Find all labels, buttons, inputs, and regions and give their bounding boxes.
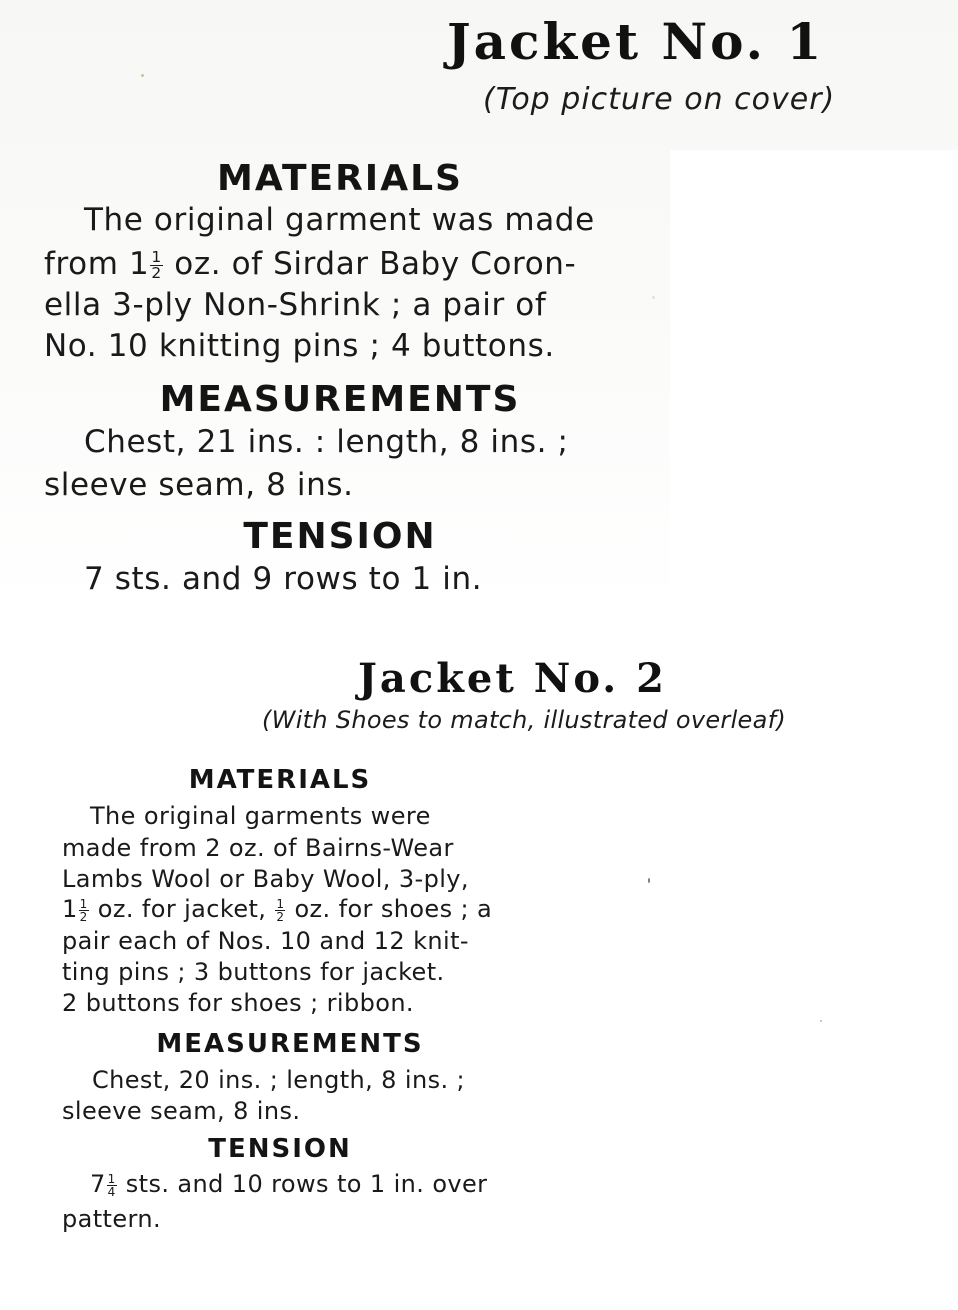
jacket2-tension-line [90, 1170, 487, 1198]
jacket1-materials-text: oz. of Sirdar Baby Coron- [163, 246, 577, 282]
jacket1-subtitle: (Top picture on cover) [483, 82, 836, 117]
fraction-half [275, 898, 285, 923]
fraction-numerator: 1 [107, 1171, 116, 1186]
jacket2-materials-line [62, 895, 492, 923]
jacket2-tension-heading: TENSION [208, 1134, 352, 1164]
paper-speck [141, 74, 144, 77]
fraction-denominator: 4 [107, 1184, 116, 1199]
fraction-denominator: 2 [151, 264, 162, 282]
jacket1-measurements-line: Chest, 21 ins. : length, 8 ins. ; [84, 424, 569, 460]
fraction-numerator: 1 [151, 247, 162, 266]
jacket1-materials-line: The original garment was made [84, 202, 595, 238]
jacket2-materials-text: oz. for jacket, [89, 895, 275, 923]
jacket2-materials-line: Lambs Wool or Baby Wool, 3-ply, [62, 865, 469, 893]
jacket2-materials-text: 1 [62, 895, 78, 923]
jacket2-materials-heading: MATERIALS [188, 765, 372, 795]
jacket1-tension-heading: TENSION [243, 516, 437, 557]
jacket1-tension-line: 7 sts. and 9 rows to 1 in. [84, 561, 483, 597]
jacket2-materials-line: ting pins ; 3 buttons for jacket. [62, 958, 445, 986]
fraction-denominator: 2 [79, 909, 88, 924]
jacket2-measurements-line: Chest, 20 ins. ; length, 8 ins. ; [92, 1066, 466, 1094]
fraction-numerator: 1 [79, 896, 88, 911]
fraction-numerator: 1 [276, 896, 285, 911]
jacket2-materials-line: The original garments were [90, 802, 431, 830]
jacket1-materials-text: from 1 [44, 246, 150, 282]
jacket2-measurements-heading: MEASUREMENTS [156, 1029, 424, 1059]
paper-speck [648, 878, 650, 883]
jacket2-tension-line: pattern. [62, 1205, 162, 1233]
jacket1-materials-line [44, 246, 576, 282]
paper-speck [652, 296, 655, 299]
jacket2-tension-text: 7 [90, 1170, 106, 1198]
jacket1-title: Jacket No. 1 [447, 12, 825, 71]
jacket2-title: Jacket No. 2 [358, 655, 667, 702]
fraction-half [150, 247, 162, 282]
jacket2-measurements-line: sleeve seam, 8 ins. [62, 1097, 301, 1125]
jacket2-materials-line: made from 2 oz. of Bairns-Wear [62, 834, 454, 862]
clipping-cutout [670, 150, 958, 612]
jacket2-materials-line: 2 buttons for shoes ; ribbon. [62, 989, 414, 1017]
fraction-quarter [107, 1173, 117, 1198]
jacket2-subtitle: (With Shoes to match, illustrated overleaf) [262, 706, 787, 734]
jacket1-measurements-heading: MEASUREMENTS [159, 379, 521, 420]
jacket1-materials-line: ella 3-ply Non-Shrink ; a pair of [44, 287, 547, 323]
fraction-half [79, 898, 89, 923]
jacket2-tension-text: sts. and 10 rows to 1 in. over [117, 1170, 488, 1198]
paper-speck [820, 1020, 822, 1022]
jacket1-measurements-line: sleeve seam, 8 ins. [44, 467, 354, 503]
fraction-denominator: 2 [276, 909, 285, 924]
jacket2-materials-line: pair each of Nos. 10 and 12 knit- [62, 927, 469, 955]
jacket1-materials-line: No. 10 knitting pins ; 4 buttons. [44, 328, 555, 364]
jacket1-materials-heading: MATERIALS [217, 158, 463, 199]
jacket2-materials-text: oz. for shoes ; a [286, 895, 493, 923]
